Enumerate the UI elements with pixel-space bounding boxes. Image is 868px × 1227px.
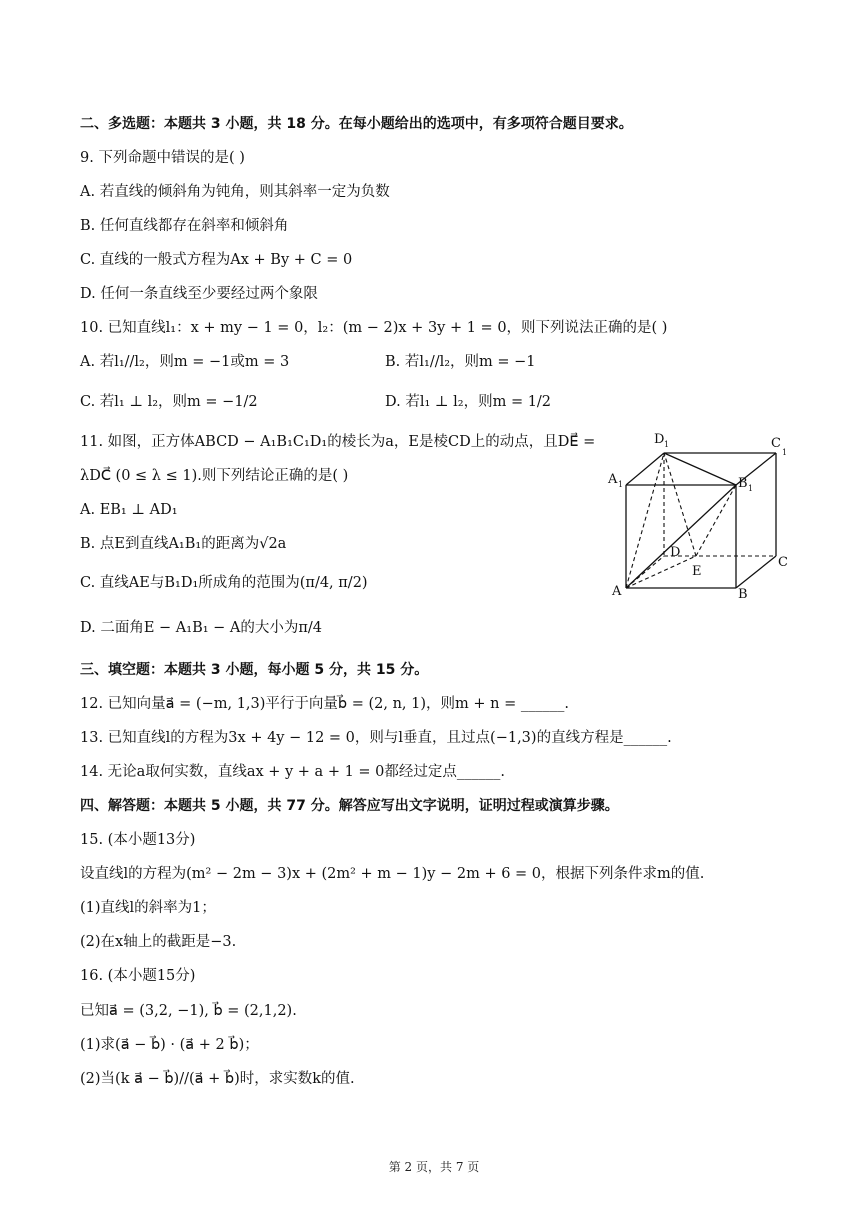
q15-part2: (2)在x轴上的截距是−3. (80, 934, 237, 950)
label-b1: B (738, 476, 748, 491)
q10-stem: 10. 已知直线l₁：x + my − 1 = 0，l₂：(m − 2)x + 3y + 1 = 0，则下列说法正确的是( ) (80, 320, 668, 336)
q9-option-a: A. 若直线的倾斜角为钝角，则其斜率一定为负数 (80, 184, 390, 200)
seg-eb1-hidden (696, 485, 736, 556)
q10-option-d: D. 若l₁ ⊥ l₂，则m = 1/2 (385, 394, 552, 410)
label-a: A (612, 584, 622, 599)
q15-heading: 15. (本小题13分) (80, 832, 196, 848)
q13: 13. 已知直线l的方程为3x + 4y − 12 = 0，则与l垂直，且过点(−1,3)的直线方程是______. (80, 730, 672, 746)
q9-option-b: B. 任何直线都存在斜率和倾斜角 (80, 218, 289, 234)
q16-part2: (2)当(k a⃗ − b⃗)//(a⃗ + b⃗)时，求实数k的值. (80, 1071, 355, 1087)
q11-option-c: C. 直线AE与B₁D₁所成角的范围为(π/4, π/2) (80, 575, 368, 591)
svg-text:1: 1 (664, 440, 670, 449)
label-c: C (778, 555, 788, 570)
page-footer: 第 2 页，共 7 页 (388, 1160, 480, 1174)
q9-stem: 9. 下列命题中错误的是( ) (80, 150, 245, 166)
label-b: B (738, 587, 748, 602)
svg-text:1: 1 (618, 480, 624, 489)
seg-ed1-hidden (664, 453, 696, 556)
diag-ab1 (626, 485, 736, 588)
q16-heading: 16. (本小题15分) (80, 968, 196, 984)
section-3-heading: 三、填空题：本题共 3 小题，每小题 5 分，共 15 分。 (80, 662, 429, 678)
edge-bc (736, 556, 776, 588)
q16-stem: 已知a⃗ = (3,2, −1), b⃗ = (2,1,2). (80, 1003, 297, 1019)
q10-option-b: B. 若l₁//l₂，则m = −1 (385, 354, 536, 370)
q14: 14. 无论a取何实数，直线ax + y + a + 1 = 0都经过定点______. (80, 764, 506, 780)
q11-option-d: D. 二面角E − A₁B₁ − A的大小为π/4 (80, 620, 323, 636)
section-4-heading: 四、解答题：本题共 5 小题，共 77 分。解答应写出文字说明，证明过程或演算步骤。 (80, 798, 619, 814)
seg-ae-hidden (626, 556, 696, 588)
svg-text:1: 1 (748, 484, 754, 493)
section-2-heading: 二、多选题：本题共 3 小题，共 18 分。在每小题给出的选项中，有多项符合题目要求。 (80, 116, 633, 132)
q12: 12. 已知向量a⃗ = (−m, 1,3)平行于向量b⃗ = (2, n, 1)，则m + n = ______. (80, 696, 569, 712)
edge-d1a1 (626, 453, 664, 485)
q9-option-c: C. 直线的一般式方程为Ax + By + C = 0 (80, 252, 353, 268)
diag-d1b1 (664, 453, 736, 485)
q11-option-b: B. 点E到直线A₁B₁的距离为√2a (80, 536, 287, 552)
q15-part1: (1)直线l的斜率为1； (80, 900, 216, 916)
q15-stem: 设直线l的方程为(m² − 2m − 3)x + (2m² + m − 1)y − 2m + 6 = 0，根据下列条件求m的值. (80, 866, 705, 882)
label-c1: C (771, 436, 781, 451)
seg-ad1-hidden (626, 453, 664, 588)
label-d: D (670, 545, 681, 560)
label-d1: D (654, 432, 665, 447)
q10-option-c: C. 若l₁ ⊥ l₂，则m = −1/2 (80, 394, 258, 410)
label-e: E (692, 564, 702, 579)
edge-ad-hidden (626, 556, 664, 588)
q11-option-a: A. EB₁ ⊥ AD₁ (80, 502, 178, 518)
q11-stem-line1: 11. 如图，正方体ABCD − A₁B₁C₁D₁的棱长为a，E是棱CD上的动点，且DE⃗ = (80, 434, 596, 450)
q10-option-a: A. 若l₁//l₂，则m = −1或m = 3 (80, 354, 290, 370)
q9-option-d: D. 任何一条直线至少要经过两个象限 (80, 286, 318, 302)
q16-part1: (1)求(a⃗ − b⃗) · (a⃗ + 2 b⃗)； (80, 1037, 259, 1053)
label-a1: A (608, 472, 618, 487)
svg-text:1: 1 (782, 448, 788, 457)
cube-figure (600, 425, 800, 605)
q11-stem-line2: λDC⃗ (0 ≤ λ ≤ 1).则下列结论正确的是( ) (80, 468, 349, 484)
